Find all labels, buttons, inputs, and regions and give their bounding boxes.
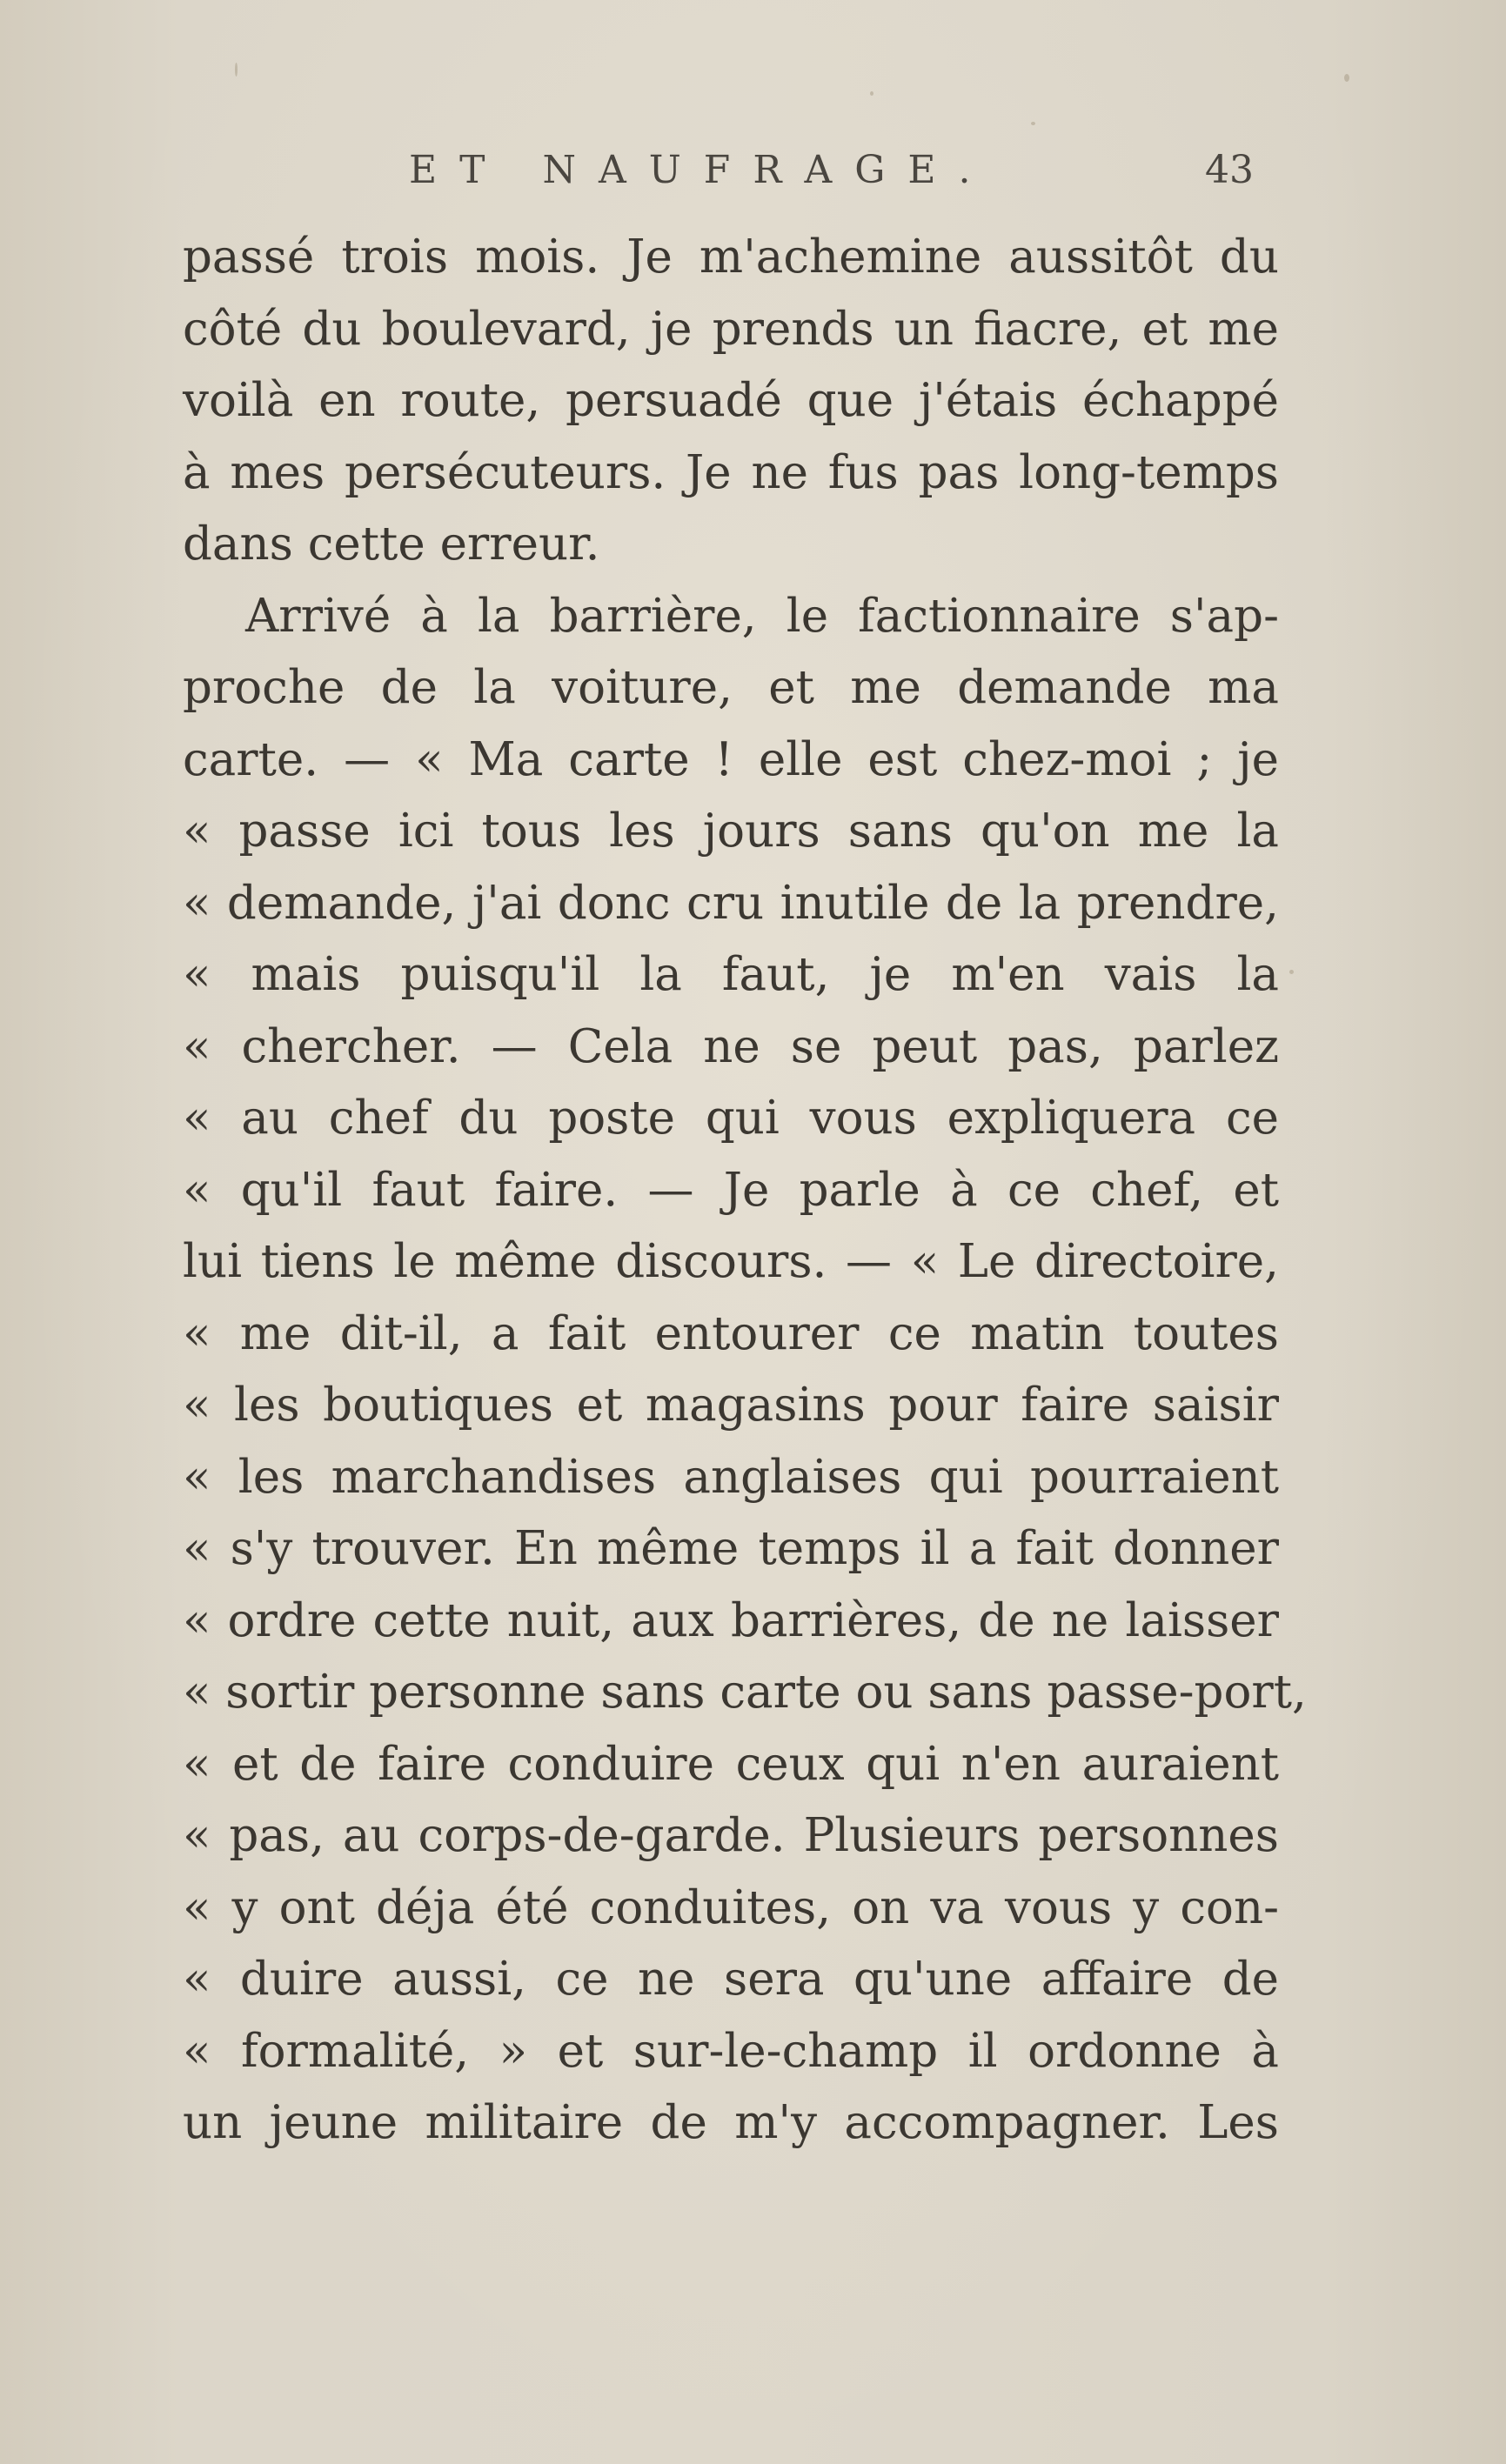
text-line: proche de la voiture, et me demande ma <box>183 661 1279 714</box>
text-line: lui tiens le même discours. — « Le directoire, <box>183 1235 1279 1288</box>
text-line: « chercher. — Cela ne se peut pas, parlez <box>183 1019 1279 1073</box>
text-line: « et de faire conduire ceux qui n'en auraient <box>183 1737 1279 1791</box>
text-line: « passe ici tous les jours sans qu'on me la <box>183 805 1279 858</box>
foxing-spot <box>1289 970 1294 974</box>
text-line: « s'y trouver. En même temps il a fait donner <box>183 1522 1279 1575</box>
text-line: « formalité, » et sur-le-champ il ordonne à <box>183 2024 1279 2078</box>
text-line: « pas, au corps-de-garde. Plusieurs personnes <box>183 1809 1279 1862</box>
text-line: « duire aussi, ce ne sera qu'une affaire de <box>183 1953 1279 2006</box>
running-head <box>409 148 1254 209</box>
foxing-spot <box>1031 122 1035 125</box>
text-line: « qu'il faut faire. — Je parle à ce chef, et <box>183 1163 1279 1217</box>
text-line: « les boutiques et magasins pour faire saisir <box>183 1379 1279 1432</box>
foxing-spot <box>235 63 238 77</box>
text-line: à mes persécuteurs. Je ne fus pas long-temps <box>183 445 1279 499</box>
text-line: « ordre cette nuit, aux barrières, de ne laisser <box>183 1593 1279 1647</box>
text-line: « au chef du poste qui vous expliquera ce <box>183 1092 1279 1145</box>
text-line: Arrivé à la barrière, le factionnaire s'ap- <box>245 589 1279 643</box>
text-line: « demande, j'ai donc cru inutile de la prendre, <box>183 876 1279 930</box>
foxing-spot <box>1344 74 1349 82</box>
text-line: voilà en route, persuadé que j'étais échappé <box>183 374 1279 427</box>
text-line: côté du boulevard, je prends un fiacre, et me <box>183 302 1279 356</box>
text-line: dans cette erreur. <box>183 518 600 571</box>
text-line: « me dit-il, a fait entourer ce matin toutes <box>183 1306 1279 1360</box>
text-line: « les marchandises anglaises qui pourraient <box>183 1450 1279 1504</box>
running-title: ET NAUFRAGE. <box>409 148 994 192</box>
text-line: passé trois mois. Je m'achemine aussitôt du <box>183 230 1279 284</box>
body-text <box>183 222 1307 2160</box>
foxing-spot <box>870 91 873 96</box>
text-line: « y ont déja été conduites, on va vous y con- <box>183 1880 1279 1934</box>
text-line: « mais puisqu'il la faut, je m'en vais la <box>183 948 1279 1001</box>
text-line: un jeune militaire de m'y accompagner. Les <box>183 2096 1279 2149</box>
text-line: « sortir personne sans carte ou sans passe-port, <box>183 1666 1307 1719</box>
page-number: 43 <box>1205 148 1254 192</box>
text-line: carte. — « Ma carte ! elle est chez-moi ; je <box>183 732 1279 786</box>
